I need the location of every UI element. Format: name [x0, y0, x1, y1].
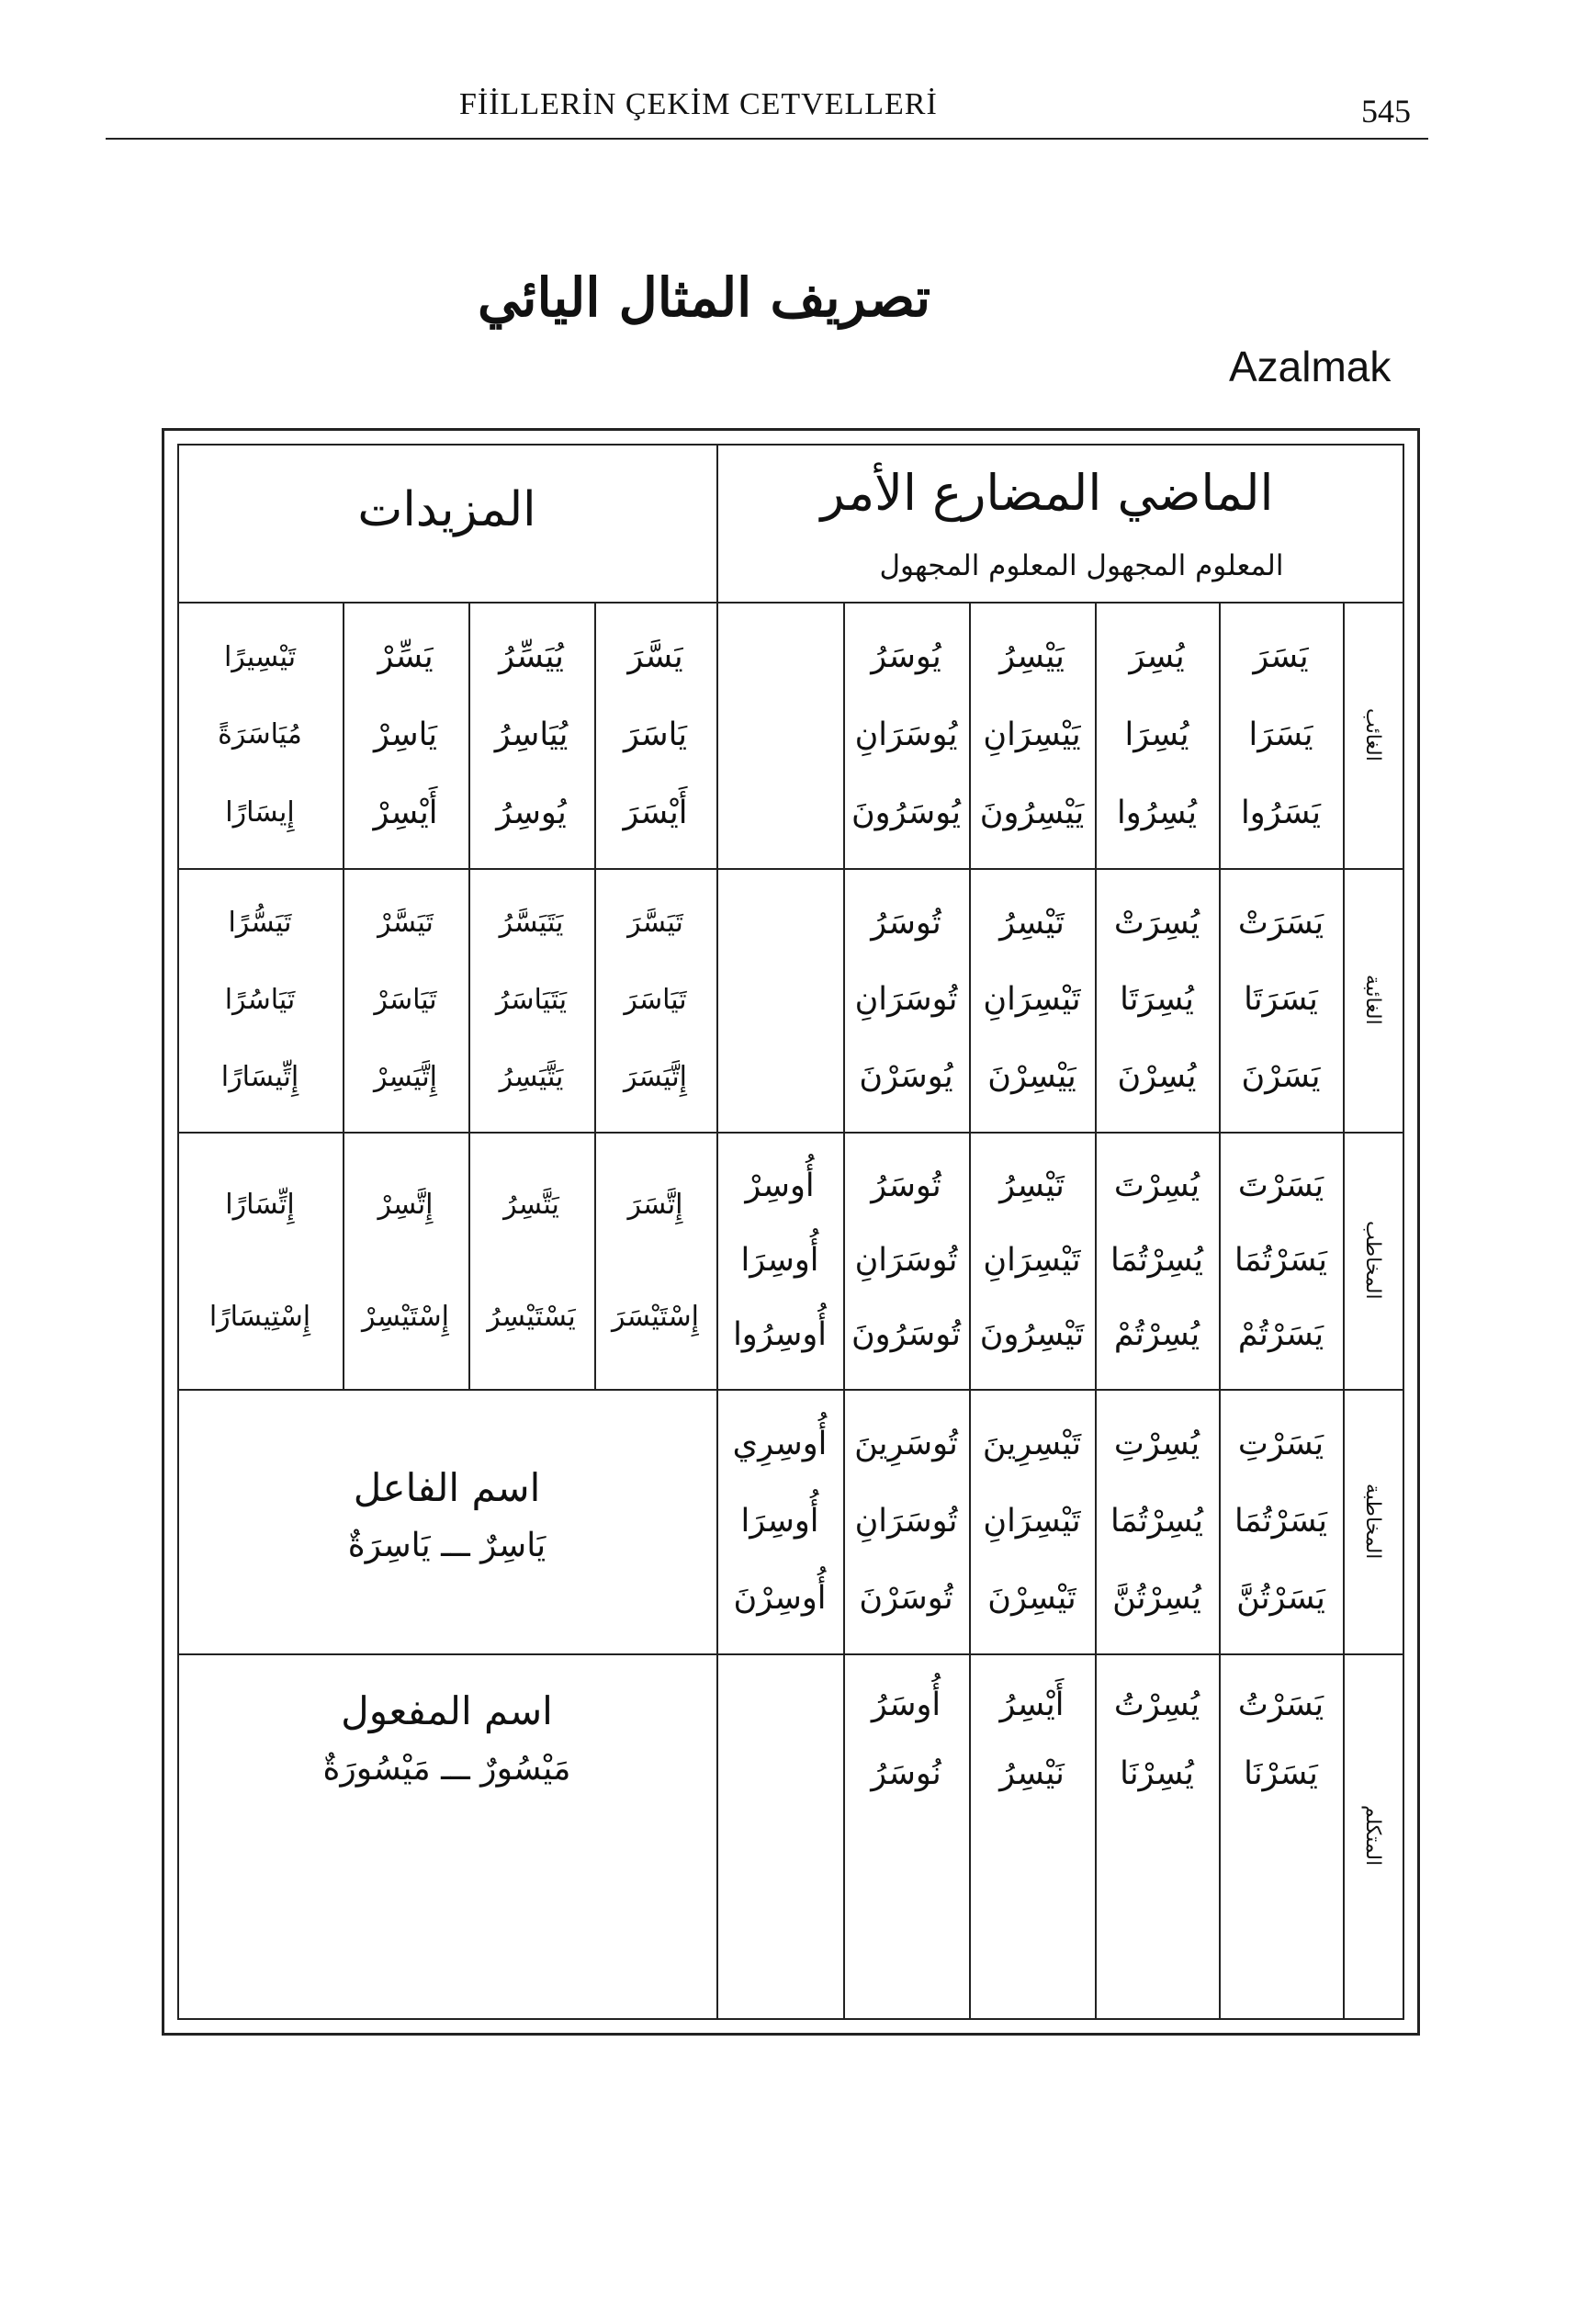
conjugation-form: يَسَرْنَا [1244, 1754, 1318, 1792]
conjugation-form: أُوسِرْنَ [733, 1580, 827, 1617]
table-cell-mz3 [343, 885, 468, 1115]
page-header-title: FİİLLERİN ÇEKİM CETVELLERİ [459, 87, 938, 121]
conjugation-form: يَسَرُوا [1241, 794, 1321, 831]
header-rule [106, 138, 1428, 140]
ism-fail-label: اسم الفاعل [353, 1465, 541, 1510]
turkish-title: Azalmak [1229, 343, 1392, 390]
conjugation-form: يَسَرَ [1253, 638, 1309, 676]
conjugation-form: إِسْتَيْسَرَ [612, 1300, 699, 1333]
table-cell-mz4 [177, 618, 343, 852]
derived-header: المزيدات [357, 482, 536, 537]
conjugation-form: يُيَسِّرُ [499, 638, 564, 676]
conjugation-form: يَسَرْتُنَّ [1236, 1580, 1325, 1617]
conjugation-form: إِتِّسَارًا [225, 1188, 295, 1221]
conjugation-form: يُسِرْتُمَا [1110, 1503, 1203, 1540]
conjugation-form: يَسَرْتِ [1237, 1426, 1324, 1462]
conjugation-form: يُوسِرُ [496, 794, 567, 831]
conjugation-form: يُوسَرَانِ [854, 716, 958, 753]
table-cell-madi-malum [1219, 1670, 1343, 1808]
conjugation-form: يُيَاسِرُ [494, 716, 569, 753]
ism-maful [177, 1688, 716, 1788]
table-cell-mudari-majhul [843, 1405, 969, 1637]
table-cell-mudari-majhul [843, 618, 969, 852]
table-cell-mudari-malum [969, 885, 1095, 1115]
conjugation-form: أُوسِرَا [740, 1503, 819, 1540]
conjugation-form: يَسَرْتُمَا [1234, 1241, 1327, 1279]
conjugation-form: تَيْسِرَانِ [983, 981, 1081, 1019]
table-cell-amr [716, 1148, 843, 1372]
conjugation-form: أُوسِرُوا [733, 1316, 827, 1354]
conjugation-form: يَسَرْتُمْ [1237, 1316, 1324, 1354]
conjugation-form: يُسِرْتُمْ [1113, 1316, 1200, 1354]
table-cell-madi-majhul [1095, 1405, 1219, 1637]
conjugation-form: يَسْتَيْسِرُ [487, 1300, 576, 1333]
table-cell-mz4 [177, 885, 343, 1115]
conjugation-form: يَسِّرْ [378, 638, 434, 676]
table-cell-madi-malum [1219, 1405, 1343, 1637]
table-cell-mz2 [468, 885, 594, 1115]
table-cell-mz1 [594, 885, 716, 1115]
table-cell-mudari-malum [969, 1670, 1095, 1808]
conjugation-form: أُوسِرْ [745, 1167, 815, 1204]
table-cell-madi-malum [1219, 885, 1343, 1115]
ism-maful-label: اسم المفعول [341, 1688, 553, 1733]
table-cell-mz2 [468, 618, 594, 852]
conjugation-form: تُوسَرُ [871, 904, 941, 942]
conjugation-form: يَاسِرْ [373, 716, 438, 753]
main-header: الماضي المضارع الأمر [820, 464, 1274, 522]
table-cell-mudari-malum [969, 618, 1095, 852]
table-cell-mz1 [594, 1148, 716, 1372]
conjugation-form: يُوسَرُ [871, 638, 941, 676]
conjugation-form: إِيسَارًا [225, 796, 295, 829]
conjugation-form: يَسَرْنَ [1241, 1058, 1321, 1096]
table-cell-mz3 [343, 618, 468, 852]
table-cell-mz1 [594, 618, 716, 852]
table-cell-mudari-majhul [843, 1148, 969, 1372]
table-cell-mz3 [343, 1148, 468, 1372]
conjugation-form: تُوسَرُونَ [851, 1316, 962, 1354]
conjugation-form: يَسَرَا [1248, 716, 1313, 753]
conjugation-form: يُسِرْنَ [1117, 1058, 1197, 1096]
conjugation-form: يَسَرْتُمَا [1234, 1503, 1327, 1540]
conjugation-form: تَيْسِرَانِ [983, 1503, 1081, 1540]
conjugation-form: يُسِرْتُمَا [1110, 1241, 1203, 1279]
conjugation-form: يَسَرَتْ [1237, 904, 1324, 942]
conjugation-form: يُوسَرْنَ [859, 1058, 953, 1096]
conjugation-form: تَيْسِرِينَ [982, 1426, 1082, 1462]
table-cell-madi-malum [1219, 618, 1343, 852]
ism-maful-forms: مَيْسُورٌ ـــ مَيْسُورَةٌ [322, 1750, 571, 1788]
row-label: الغائبة [1361, 975, 1384, 1025]
conjugation-form: يُسِرَ [1129, 638, 1185, 676]
conjugation-form: تُوسَرَانِ [854, 1241, 958, 1279]
conjugation-form: يَيْسِرَانِ [983, 716, 1081, 753]
conjugation-form: يَيْسِرْنَ [987, 1058, 1076, 1096]
conjugation-form: تُوسَرْنَ [859, 1580, 953, 1617]
conjugation-form: يُسِرْتَ [1113, 1167, 1200, 1204]
conjugation-form: تَيَسُّرًا [228, 907, 292, 940]
table-cell-madi-majhul [1095, 1670, 1219, 1808]
row-label: المخاطبة [1361, 1483, 1384, 1560]
row-label: المتكلم [1361, 1805, 1384, 1867]
table-cell-mz2 [468, 1148, 594, 1372]
conjugation-form: إِسْتَيْسِرْ [362, 1300, 449, 1333]
conjugation-form: يَتَّيَسِرُ [499, 1060, 564, 1093]
conjugation-form: أُوسَرُ [871, 1686, 941, 1723]
ism-fail [177, 1465, 716, 1564]
conjugation-form: يَاسَرَ [623, 716, 688, 753]
conjugation-form: يُسِرَا [1124, 716, 1189, 753]
conjugation-form: يُسِرْتُ [1113, 1686, 1200, 1723]
conjugation-form: يَسَّرَ [627, 638, 683, 676]
conjugation-form: تَيَاسَرَ [624, 983, 687, 1016]
table-cell-madi-majhul [1095, 1148, 1219, 1372]
conjugation-form: أُوسِرِي [732, 1426, 828, 1462]
conjugation-form: إِسْتِيسَارًا [208, 1300, 311, 1333]
table-cell-madi-majhul [1095, 618, 1219, 852]
conjugation-form: يُسِرْنَا [1120, 1754, 1194, 1792]
conjugation-form: تَيَسَّرَ [627, 907, 683, 940]
conjugation-form: أَيْسِرُ [999, 1686, 1065, 1723]
conjugation-form: تَيْسِرُ [999, 904, 1065, 942]
row-label: المخاطب [1361, 1221, 1384, 1300]
conjugation-form: إِتَّسِرْ [378, 1188, 434, 1221]
conjugation-form: تَيْسِرُونَ [979, 1316, 1085, 1354]
conjugation-form: يَتَيَسَّرُ [499, 907, 564, 940]
conjugation-form: يُسِرْتِ [1113, 1426, 1200, 1462]
conjugation-form: يَتَيَاسَرُ [495, 983, 568, 1016]
conjugation-form: تُوسَرُ [871, 1167, 941, 1204]
conjugation-form: نَيْسِرُ [999, 1754, 1065, 1792]
ism-fail-forms: يَاسِرٌ ـــ يَاسِرَةٌ [347, 1527, 547, 1564]
conjugation-form: تَيْسِرُ [999, 1167, 1065, 1204]
conjugation-form: يُسِرُوا [1117, 794, 1197, 831]
table-cell-madi-majhul [1095, 885, 1219, 1115]
table-cell-amr [716, 1405, 843, 1637]
row-label: الغائب [1361, 708, 1384, 762]
conjugation-form: يُسِرَتْ [1113, 904, 1200, 942]
conjugation-form: تَيَسَّرْ [378, 907, 434, 940]
table-cell-mz4 [177, 1148, 343, 1372]
conjugation-form: يُسِرْتُنَّ [1112, 1580, 1201, 1617]
conjugation-form: يَسَرْتَ [1237, 1167, 1324, 1204]
conjugation-form: أَيْسَرَ [623, 794, 688, 831]
table-cell-mudari-majhul [843, 1670, 969, 1808]
conjugation-form: تَيْسِرَانِ [983, 1241, 1081, 1279]
page-number: 545 [1361, 93, 1411, 130]
conjugation-form: يَيْسِرُ [999, 638, 1065, 676]
conjugation-form: تُوسَرِينَ [854, 1426, 958, 1462]
conjugation-form: أُوسِرَا [740, 1241, 819, 1279]
conjugation-form: يَيْسِرُونَ [979, 794, 1085, 831]
conjugation-form: أَيْسِرْ [373, 794, 438, 831]
conjugation-form: تَيَاسَرْ [374, 983, 437, 1016]
conjugation-form: إِتَّسَرَ [627, 1188, 683, 1221]
conjugation-form: يَسَرَتَا [1244, 981, 1318, 1019]
conjugation-form: إِتِّيسَارًا [220, 1060, 299, 1093]
conjugation-form: إِتَّيَسِرْ [373, 1060, 438, 1093]
conjugation-form: تَيَاسُرًا [224, 983, 296, 1016]
table-cell-mudari-majhul [843, 885, 969, 1115]
conjugation-form: تَيْسِرْنَ [987, 1580, 1076, 1617]
conjugation-form: إِتَّيَسَرَ [623, 1060, 688, 1093]
arabic-title: تصريف المثال اليائي [478, 266, 931, 329]
conjugation-form: تَيْسِيرًا [223, 640, 297, 673]
conjugation-form: نُوسَرُ [871, 1754, 941, 1792]
conjugation-form: تُوسَرَانِ [854, 981, 958, 1019]
conjugation-form: يَتَّسِرُ [503, 1188, 559, 1221]
table-cell-madi-malum [1219, 1148, 1343, 1372]
conjugation-form: يُوسَرُونَ [851, 794, 962, 831]
main-subheader: المعلوم المجهول المعلوم المجهول [879, 549, 1284, 582]
table-cell-mudari-malum [969, 1148, 1095, 1372]
conjugation-form: يَسَرْتُ [1237, 1686, 1324, 1723]
conjugation-form: تُوسَرَانِ [854, 1503, 958, 1540]
conjugation-form: يُسِرَتَا [1120, 981, 1194, 1019]
conjugation-form: مُيَاسَرَةً [218, 718, 302, 751]
table-cell-mudari-malum [969, 1405, 1095, 1637]
